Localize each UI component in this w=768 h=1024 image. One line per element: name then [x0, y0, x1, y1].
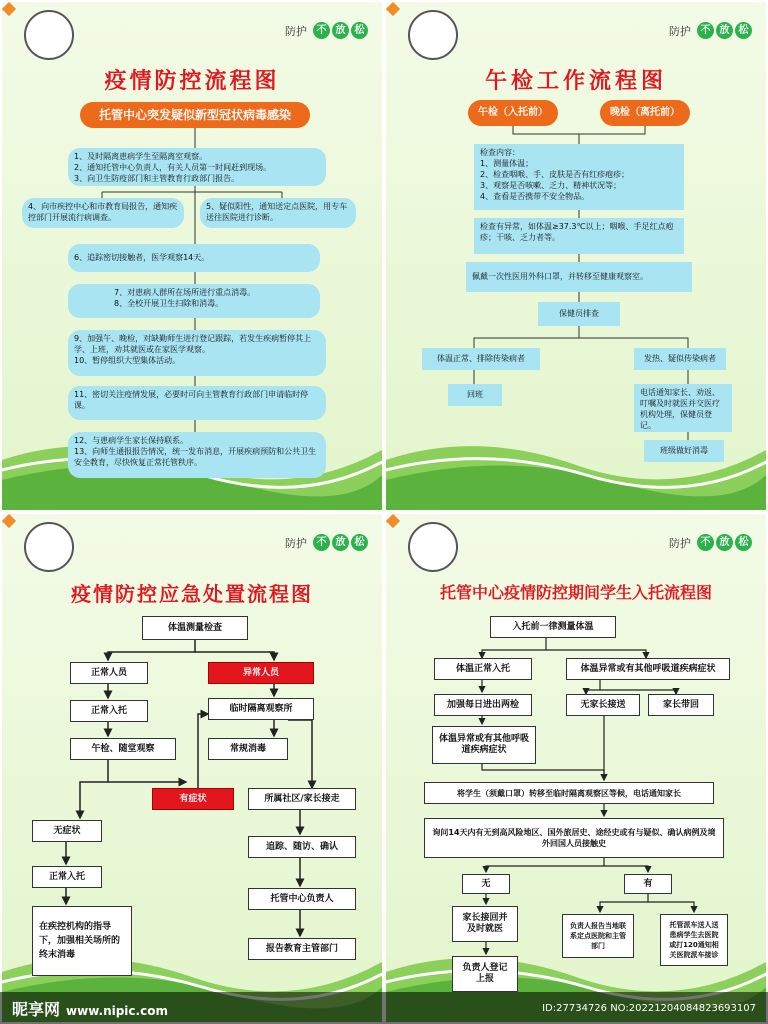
parent-pickup-treatment: 家长接回并及时就医 [452, 906, 518, 942]
no-parent-pickup: 无家长接送 [566, 694, 640, 716]
slogan-char: 松 [735, 534, 752, 551]
slogan-char: 松 [351, 534, 368, 551]
site-url: www.nipic.com [66, 1003, 168, 1018]
slogan-char: 放 [332, 534, 349, 551]
subtitle-banner: 托管中心突发疑似新型冠状病毒感染 [80, 102, 310, 128]
slogan-prefix: 防护 [669, 536, 691, 550]
travel-history-inquiry: 询问14天内有无到高风险地区、国外旅居史、途经史或有与疑似、确认病例及境外回国人员接触史 [424, 818, 724, 858]
step-4: 4、向市疾控中心和市教育局报告，通知疾控部门开展流行病调查。 [22, 198, 184, 228]
slogan-char: 不 [697, 534, 714, 551]
noon-check-badge: 午检（入托前） [468, 100, 558, 126]
answer-yes: 有 [624, 874, 672, 894]
site-logo [12, 997, 168, 1020]
slogan-char: 松 [351, 22, 368, 39]
step-6: 6、追踪密切接触者，医学观察14天。 [68, 244, 320, 272]
slogan [669, 22, 752, 39]
slogan-char: 放 [716, 534, 733, 551]
step-1-3: 1、及时隔离患病学生至隔离室观察。 2、通知托管中心负责人，有关人员第一时间赶到现场。 3、向卫生防疫部门和主管教育行政部门报告。 [68, 148, 326, 186]
notify-parents: 电话通知家长、劝返、叮嘱及时就医并交医疗机构处理，保健员登记。 [634, 384, 732, 432]
dispatch-vehicle: 托管派车送人送患病学生去医院或打120通知相关医院派车接诊 [660, 914, 728, 966]
page-title: 疫情防控应急处置流程图 [71, 582, 313, 606]
normal-people: 正常人员 [70, 662, 148, 684]
community-pickup: 所属社区/家长接走 [248, 788, 356, 810]
logo-text: 昵享网 [12, 999, 61, 1019]
corner-marker [2, 514, 16, 528]
page-title: 午检工作流程图 [484, 69, 667, 94]
panel-noon-check-flow [386, 2, 766, 510]
center-director: 托管中心负责人 [248, 888, 356, 910]
follow-up-confirm: 追踪、随访、确认 [248, 836, 356, 858]
abnormal-people: 异常人员 [208, 662, 314, 684]
parent-takes-home: 家长带回 [648, 694, 714, 716]
nurse-screening: 保健员排查 [538, 302, 620, 326]
panel-admission-flow [386, 514, 766, 1022]
noon-check-observation: 午检、随堂观察 [70, 738, 176, 760]
abnormal-temperature: 体温异常或有其他呼吸道疾病症状 [566, 658, 730, 680]
temperature-check: 体温测量检查 [142, 616, 248, 640]
slogan-prefix: 防护 [669, 24, 691, 38]
slogan-char: 不 [313, 534, 330, 551]
slogan [285, 22, 368, 39]
normal-admission-2: 正常入托 [32, 866, 102, 888]
check-content: 检查内容： 1、测量体温； 2、检查咽喉、手、皮肤是否有红疹疱疹； 3、观察是否咳嗽、乏力、精神状况等； 4、查看是否携带不安全物品。 [474, 144, 684, 210]
slogan-prefix: 防护 [285, 24, 307, 38]
mask-and-transfer: 佩戴一次性医用外科口罩，并转移至健康观察室。 [466, 262, 692, 292]
temporary-isolation: 临时隔离观察所 [208, 698, 314, 720]
panel-epidemic-flow [2, 2, 382, 510]
symptomatic: 有症状 [152, 788, 234, 810]
step-9-10: 9、加强午、晚检，对缺勤师生进行登记跟踪，若发生疾病暂停其上学、上班，劝其就医或在家医学观察。 10、暂停组织大型集体活动。 [68, 330, 326, 376]
image-id: ID:27734726 NO:20221204084823693107 [542, 1002, 756, 1014]
slogan-char: 不 [697, 22, 714, 39]
slogan-char: 放 [332, 22, 349, 39]
temperature-before-admission: 入托前一律测量体温 [490, 616, 616, 638]
page-title: 疫情防控流程图 [104, 69, 280, 94]
answer-no: 无 [462, 874, 510, 894]
slogan [285, 534, 368, 551]
logo-circle [408, 10, 458, 60]
abnormal-criteria: 检查有异常，如体温≥37.3℃以上；咽喉、手足红点疱疹；干咳、乏力者等。 [474, 218, 684, 254]
fever-suspect: 发热、疑似传染病者 [634, 348, 726, 370]
normal-temperature: 体温正常入托 [434, 658, 532, 680]
terminal-disinfection: 在疾控机构的指导下，加强相关场所的终末消毒 [32, 906, 132, 976]
director-register-report: 负责人登记上报 [452, 956, 518, 992]
logo-circle [24, 522, 74, 572]
abnormal-symptoms: 体温异常或有其他呼吸道疾病症状 [432, 726, 536, 764]
page-title: 托管中心疫情防控期间学生入托流程图 [439, 583, 712, 602]
return-to-class: 回班 [448, 384, 502, 406]
report-designated-hospital: 负责人报告当地联系定点医院和主管部门 [562, 914, 634, 958]
twice-daily-check: 加强每日进出两检 [434, 694, 532, 716]
asymptomatic: 无症状 [32, 820, 102, 842]
step-12-13: 12、与患病学生家长保持联系。 13、向师生通报报告情况，统一发布消息，开展疾病预防和公共卫生安全教育，尽快恢复正常托管秩序。 [68, 432, 326, 478]
corner-marker [386, 514, 400, 528]
step-5: 5、疑似阳性，通知送定点医院，用专车送往医院进行诊断。 [200, 198, 356, 228]
logo-circle [408, 522, 458, 572]
slogan-char: 放 [716, 22, 733, 39]
corner-marker [2, 2, 16, 16]
logo-circle [24, 10, 74, 60]
slogan-prefix: 防护 [285, 536, 307, 550]
class-disinfection: 班级做好消毒 [644, 440, 724, 462]
normal-admission: 正常入托 [70, 700, 148, 722]
normal-result: 体温正常、排除传染病者 [422, 348, 540, 370]
slogan-char: 松 [735, 22, 752, 39]
step-11: 11、密切关注疫情发展，必要时可向主管教育行政部门申请临时停课。 [68, 386, 326, 420]
green-wave-decoration [386, 420, 766, 510]
evening-check-badge: 晚检（离托前） [600, 100, 690, 126]
slogan-char: 不 [313, 22, 330, 39]
corner-marker [386, 2, 400, 16]
panel-emergency-flow [2, 514, 382, 1022]
slogan [669, 534, 752, 551]
report-education-dept: 报告教育主管部门 [248, 938, 356, 960]
transfer-isolation: 将学生（须戴口罩）转移至临时隔离观察区等候，电话通知家长 [424, 782, 714, 804]
watermark-footer [0, 992, 768, 1024]
step-7-8: 7、对患病人群所在场所进行重点消毒。 8、全校开展卫生扫除和消毒。 [68, 284, 320, 318]
routine-disinfection: 常规消毒 [208, 738, 288, 760]
